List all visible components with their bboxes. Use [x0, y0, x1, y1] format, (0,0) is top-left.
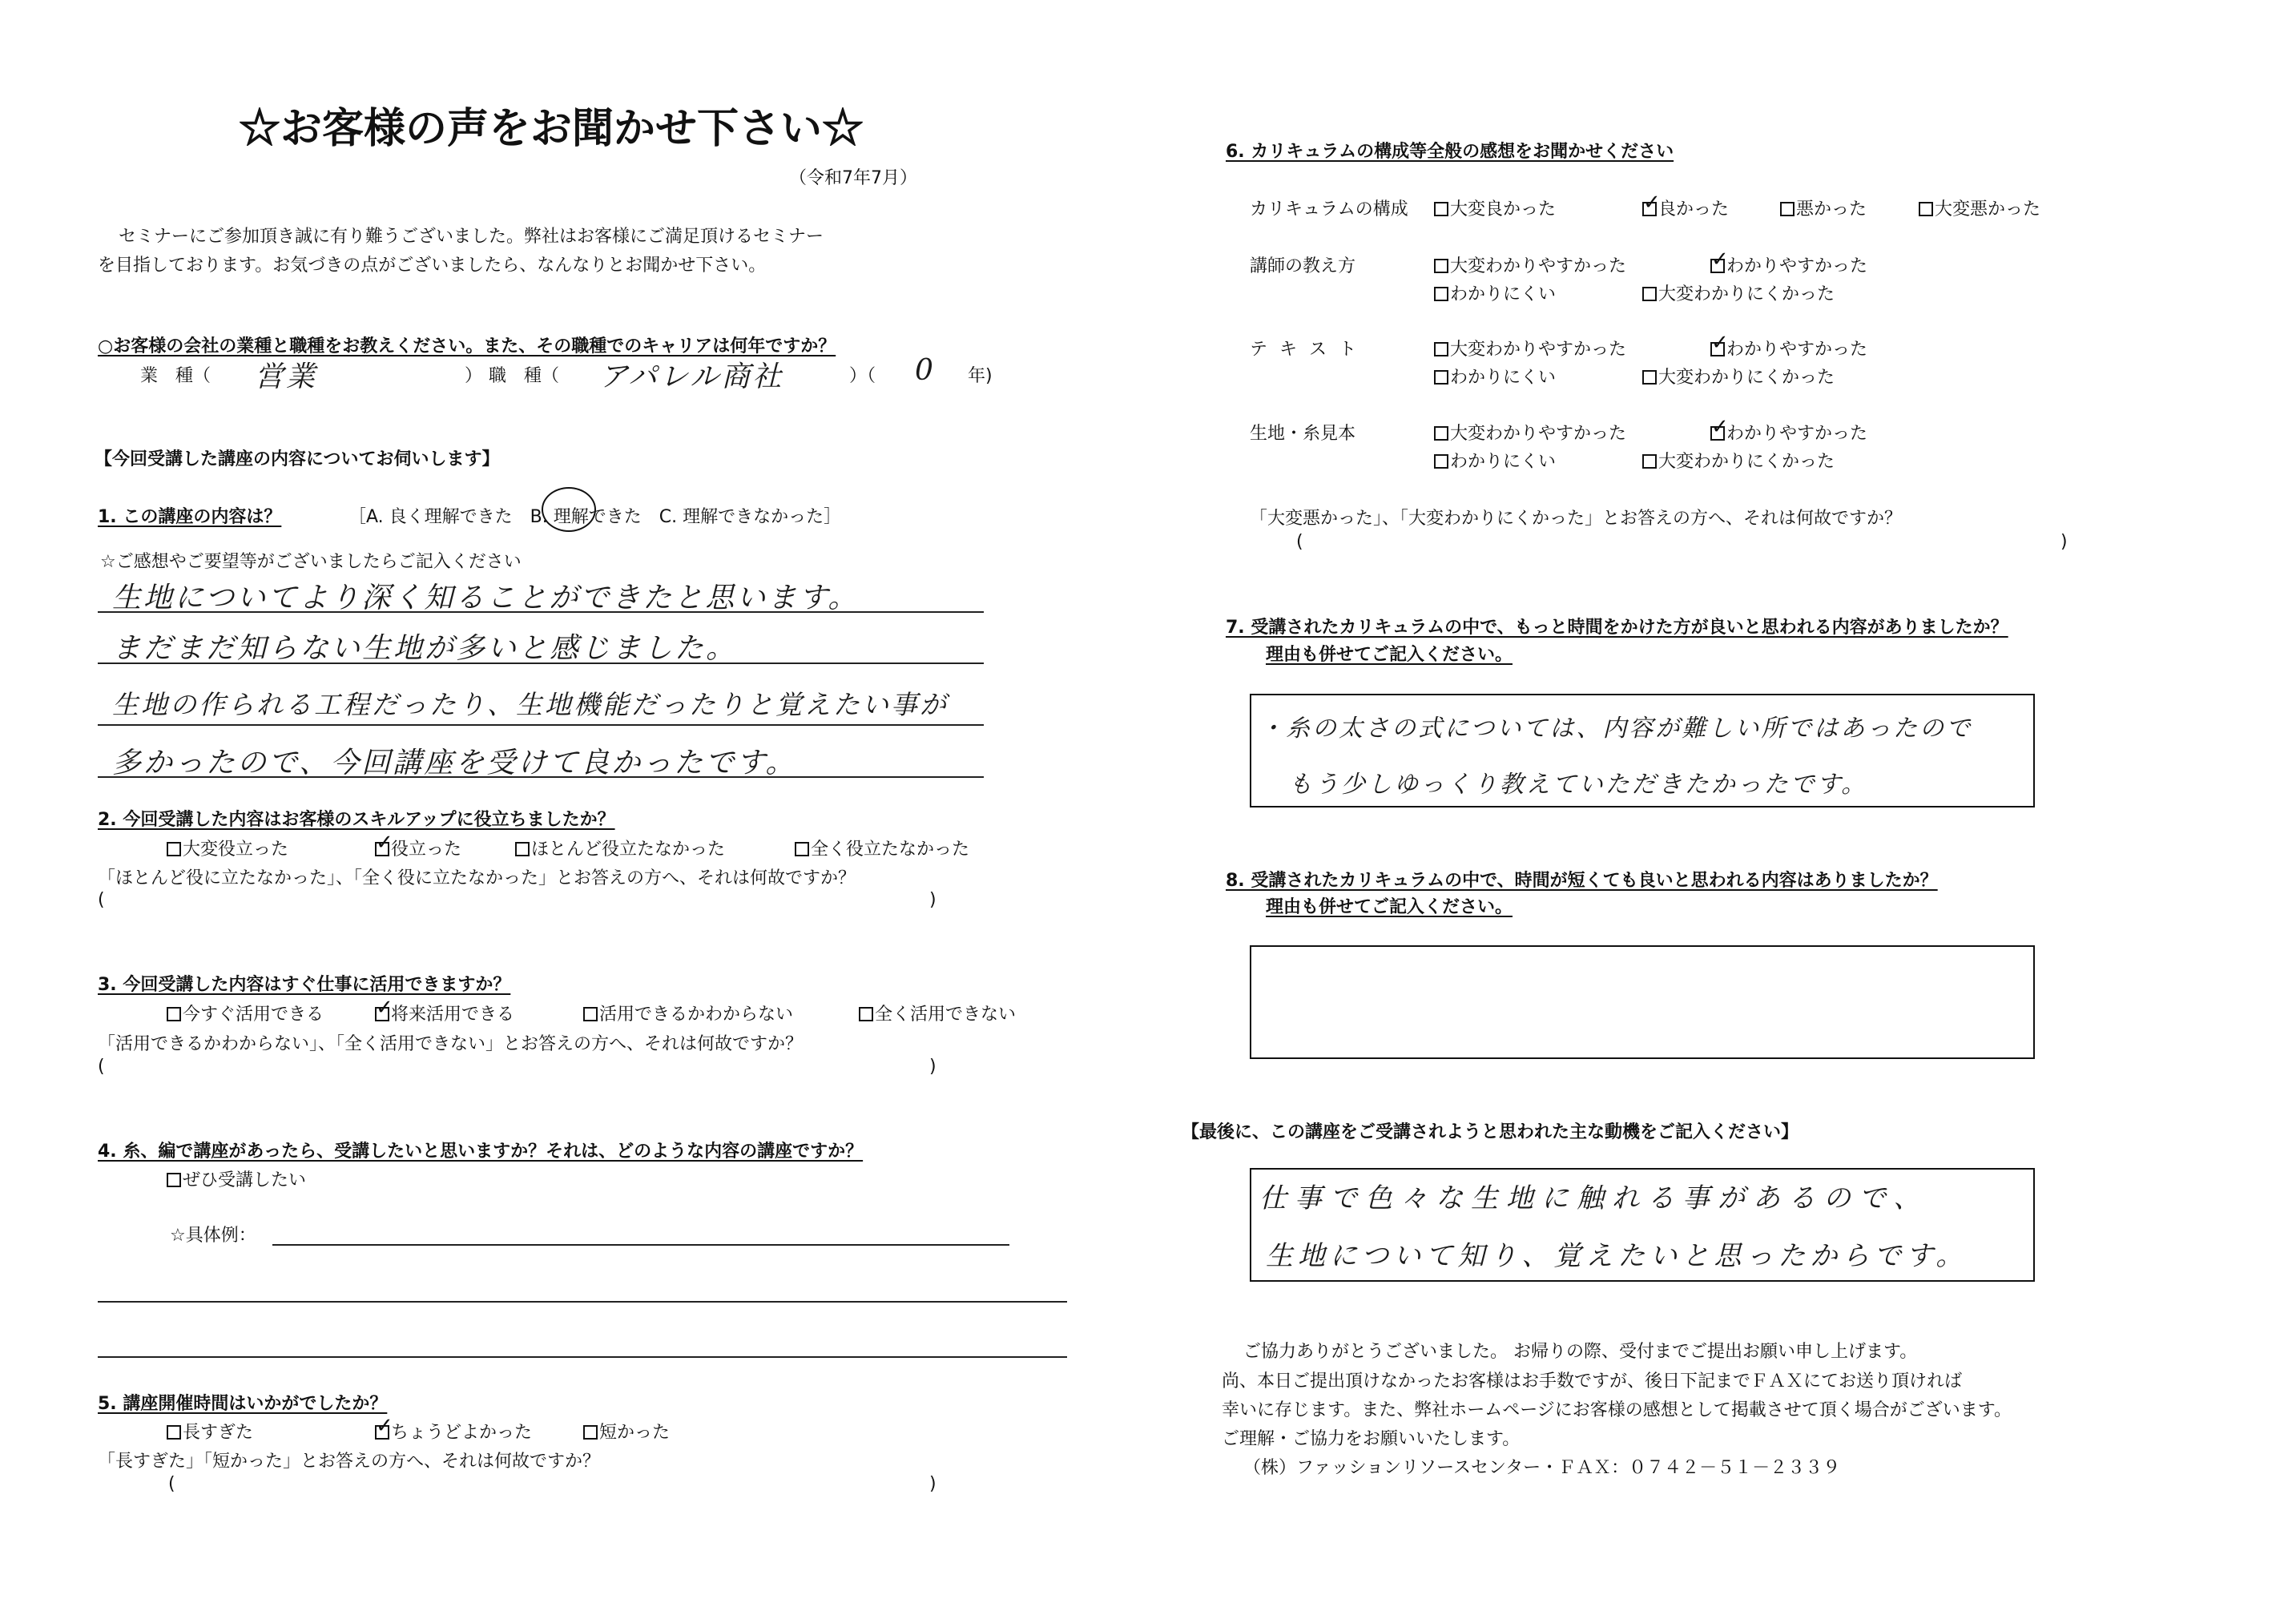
q6-row-2-label: 講師の教え方 [1250, 256, 1356, 276]
q6-row-3-checkbox-4[interactable] [1642, 370, 1657, 385]
q3-checkbox-3[interactable] [583, 1007, 598, 1021]
intro-line-1: セミナーにご参加頂き誠に有り難うございました。弊社はお客様にご満足頂けるセミナー [119, 227, 824, 247]
q2-checkbox-2[interactable] [375, 842, 389, 856]
q3-option-3[interactable]: 活用できるかわからない [583, 1001, 793, 1025]
industry-close: ） [465, 366, 483, 386]
q6-row-3-option-2[interactable]: ✓ わかりやすかった [1710, 336, 1867, 360]
q6-row-3-option-3[interactable]: わかりにくい [1434, 364, 1556, 389]
job-close: ）（ [849, 366, 876, 386]
q1-rule-2 [98, 662, 984, 664]
q5-checkbox-3[interactable] [583, 1425, 598, 1440]
q4-checkbox[interactable] [167, 1173, 181, 1187]
q6-row-2-option-4[interactable]: 大変わかりにくかった [1642, 280, 1835, 305]
q3-open-paren: ( [98, 1057, 105, 1077]
q5-checkbox-1[interactable] [167, 1425, 181, 1440]
footer-line-2: 尚、本日ご提出頂けなかったお客様はお手数ですが、後日下記までＦＡＸにてお送り頂ければ [1222, 1371, 1963, 1391]
q1-comment-line-1[interactable]: 生地についてより深く知ることができたと思います。 [112, 582, 860, 614]
q6-row-4-option-4[interactable]: 大変わかりにくかった [1642, 448, 1835, 473]
q3-question: 3. 今回受講した内容はすぐ仕事に活用できますか？ [98, 975, 511, 995]
q2-open-paren: ( [98, 890, 105, 910]
q6-row-4-option-3[interactable]: わかりにくい [1434, 448, 1556, 473]
q5-close-paren: ) [929, 1474, 937, 1494]
q3-option-2[interactable]: ✓ 将来活用できる [375, 1001, 514, 1025]
q7-question: 7. 受講されたカリキュラムの中で、もっと時間をかけた方が良いと思われる内容がありましたか？ [1226, 618, 2008, 638]
years-value[interactable]: 0 [915, 354, 936, 387]
q5-open-paren: ( [168, 1474, 175, 1494]
years-unit: 年) [968, 366, 993, 386]
q6-row-1-checkbox-4[interactable] [1919, 202, 1933, 216]
q1-comment-prompt: ☆ご感想やご要望等がございましたらご記入ください [100, 552, 522, 572]
q2-close-paren: ) [929, 890, 937, 910]
q6-row-1-option-1[interactable]: 大変良かった [1434, 195, 1556, 220]
job-label: 職 種（ [489, 366, 560, 386]
q3-option-1[interactable]: 今すぐ活用できる [167, 1001, 324, 1025]
q6-close-paren: ) [2060, 532, 2068, 552]
q1-choices[interactable]: ［A. 良く理解できた B. 理解できた C. 理解できなかった］ [348, 507, 842, 527]
q6-question: 6. カリキュラムの構成等全般の感想をお聞かせください [1226, 142, 1674, 162]
intro-line-2: を目指しております。お気づきの点がございましたら、なんなりとお聞かせ下さい。 [98, 256, 767, 276]
q6-row-4-option-1[interactable]: 大変わかりやすかった [1434, 420, 1626, 445]
q6-row-4-checkbox-4[interactable] [1642, 454, 1657, 469]
footer-line-4: ご理解・ご協力をお願いいたします。 [1222, 1429, 1521, 1449]
q6-row-1-option-3[interactable]: 悪かった [1780, 195, 1867, 220]
q6-row-2-option-1[interactable]: 大変わかりやすかった [1434, 252, 1626, 277]
q5-checkbox-2[interactable] [375, 1425, 389, 1440]
q6-followup: 「大変悪かった」、「大変わかりにくかった」とお答えの方へ、それは何故ですか？ [1250, 509, 1903, 529]
q7-answer-line-1[interactable]: ・糸の太さの式については、内容が難しい所ではあったので [1259, 715, 1973, 743]
motive-answer-line-1[interactable]: 仕事で色々な生地に触れる事があるので、 [1259, 1182, 1929, 1214]
footer-line-3: 幸いに存じます。また、弊社ホームページにお客様の感想として掲載させて頂く場合がございます。 [1222, 1400, 2012, 1420]
q6-row-4-checkbox-1[interactable] [1434, 426, 1448, 441]
q6-row-4-label: 生地・糸見本 [1250, 424, 1356, 444]
q1-comment-line-3[interactable]: 生地の作られる工程だったり、生地機能だったりと覚えたい事が [112, 689, 949, 720]
q6-row-3-checkbox-3[interactable] [1434, 370, 1448, 385]
q6-row-2-option-2[interactable]: ✓ わかりやすかった [1710, 252, 1867, 277]
q2-option-1[interactable]: 大変役立った [167, 836, 288, 860]
q2-checkbox-4[interactable] [795, 842, 809, 856]
q6-row-3-label: テ キ ス ト [1250, 340, 1359, 360]
q6-row-2-checkbox-4[interactable] [1642, 287, 1657, 301]
q1-comment-line-2[interactable]: まだまだ知らない生地が多いと感じました。 [112, 632, 738, 665]
q6-row-4-option-2[interactable]: ✓ わかりやすかった [1710, 420, 1867, 445]
q4-rule-2[interactable] [98, 1301, 1067, 1303]
q6-row-2-checkbox-1[interactable] [1434, 259, 1448, 273]
q6-row-1-label: カリキュラムの構成 [1250, 199, 1408, 219]
footer-contact: （株）ファッションリソースセンター・ＦＡＸ：０７４２－５１－２３３９ [1243, 1458, 1841, 1478]
form-title: ☆お客様の声をお聞かせ下さい☆ [239, 104, 864, 153]
q3-option-4[interactable]: 全く活用できない [859, 1001, 1016, 1025]
q6-row-3-checkbox-2[interactable] [1710, 342, 1725, 356]
q2-checkbox-1[interactable] [167, 842, 181, 856]
q3-checkbox-4[interactable] [859, 1007, 873, 1021]
q6-row-3-checkbox-1[interactable] [1434, 342, 1448, 356]
industry-label: 業 種（ [140, 366, 211, 386]
q3-checkbox-1[interactable] [167, 1007, 181, 1021]
q5-option-2[interactable]: ✓ ちょうどよかった [375, 1419, 532, 1444]
q6-row-3-option-4[interactable]: 大変わかりにくかった [1642, 364, 1835, 389]
q2-followup: 「ほとんど役に立たなかった」、「全く役に立たなかった」とお答えの方へ、それは何故ですか？ [98, 868, 856, 888]
q6-row-4-checkbox-3[interactable] [1434, 454, 1448, 469]
q5-option-3[interactable]: 短かった [583, 1419, 670, 1444]
form-date: （令和7年7月） [789, 168, 917, 188]
q4-example-rule[interactable] [272, 1244, 1009, 1246]
q2-option-2[interactable]: ✓ 役立った [375, 836, 461, 860]
q6-row-1-checkbox-2[interactable] [1642, 202, 1657, 216]
q1-comment-line-4[interactable]: 多かったので、今回講座を受けて良かったです。 [112, 747, 797, 779]
q1-rule-3 [98, 724, 984, 726]
q6-row-1-option-2[interactable]: ✓ 良かった [1642, 195, 1729, 220]
q2-option-4[interactable]: 全く役立たなかった [795, 836, 969, 860]
job-value[interactable]: アパレル商社 [599, 360, 784, 393]
q3-checkbox-2[interactable] [375, 1007, 389, 1021]
q6-row-3-option-1[interactable]: 大変わかりやすかった [1434, 336, 1626, 360]
q8-question: 8. 受講されたカリキュラムの中で、時間が短くても良いと思われる内容はありましたか？ [1226, 871, 1938, 891]
q5-followup: 「長すぎた」「短かった」とお答えの方へ、それは何故ですか？ [98, 1452, 601, 1472]
motive-answer-line-2[interactable]: 生地について知り、覚えたいと思ったからです。 [1266, 1240, 1968, 1272]
q1-rule-4 [98, 776, 984, 778]
q6-row-1-option-4[interactable]: 大変悪かった [1919, 195, 2040, 220]
q6-row-1-checkbox-1[interactable] [1434, 202, 1448, 216]
q5-option-1[interactable]: 長すぎた [167, 1419, 253, 1444]
section-header: 【今回受講した講座の内容についてお伺いします】 [95, 449, 500, 469]
q7-reason: 理由も併せてご記入ください。 [1266, 645, 1513, 665]
q2-question: 2. 今回受講した内容はお客様のスキルアップに役立ちましたか？ [98, 810, 615, 830]
q6-row-2-checkbox-2[interactable] [1710, 259, 1725, 273]
q5-question: 5. 講座開催時間はいかがでしたか？ [98, 1394, 388, 1414]
q3-followup: 「活用できるかわからない」、「全く活用できない」とお答えの方へ、それは何故ですか？ [98, 1034, 804, 1054]
q6-row-1-checkbox-3[interactable] [1780, 202, 1795, 216]
q1-selected-circle [542, 487, 596, 532]
q1-rule-1 [98, 611, 984, 613]
q4-example-label: ☆具体例： [170, 1226, 256, 1246]
q8-reason: 理由も併せてご記入ください。 [1266, 897, 1513, 917]
q4-rule-3[interactable] [98, 1356, 1067, 1358]
q2-checkbox-3[interactable] [515, 842, 530, 856]
q6-open-paren: ( [1296, 532, 1303, 552]
q7-answer-line-2[interactable]: もう少しゆっくり教えていただきたかったです。 [1288, 771, 1868, 799]
q6-row-4-checkbox-2[interactable] [1710, 426, 1725, 441]
q2-option-3[interactable]: ほとんど役立たなかった [515, 836, 725, 860]
footer-line-1: ご協力ありがとうございました。 お帰りの際、受付までご提出お願い申し上げます。 [1243, 1342, 1918, 1362]
q8-answer-box[interactable] [1250, 945, 2035, 1059]
q1-question: 1. この講座の内容は？ [98, 507, 282, 527]
industry-value[interactable]: 営業 [255, 360, 318, 393]
career-question: ○お客様の会社の業種と職種をお教えください。また、その職種でのキャリアは何年ですか？ [98, 336, 836, 356]
q6-row-2-checkbox-3[interactable] [1434, 287, 1448, 301]
motive-question: 【最後に、この講座をご受講されようと思われた主な動機をご記入ください】 [1182, 1122, 1799, 1142]
q4-question: 4. 糸、編で講座があったら、受講したいと思いますか？それは、どのような内容の講座ですか？ [98, 1142, 864, 1162]
q6-row-2-option-3[interactable]: わかりにくい [1434, 280, 1556, 305]
q3-close-paren: ) [929, 1057, 937, 1077]
q4-option[interactable]: ぜひ受講したい [167, 1166, 306, 1191]
